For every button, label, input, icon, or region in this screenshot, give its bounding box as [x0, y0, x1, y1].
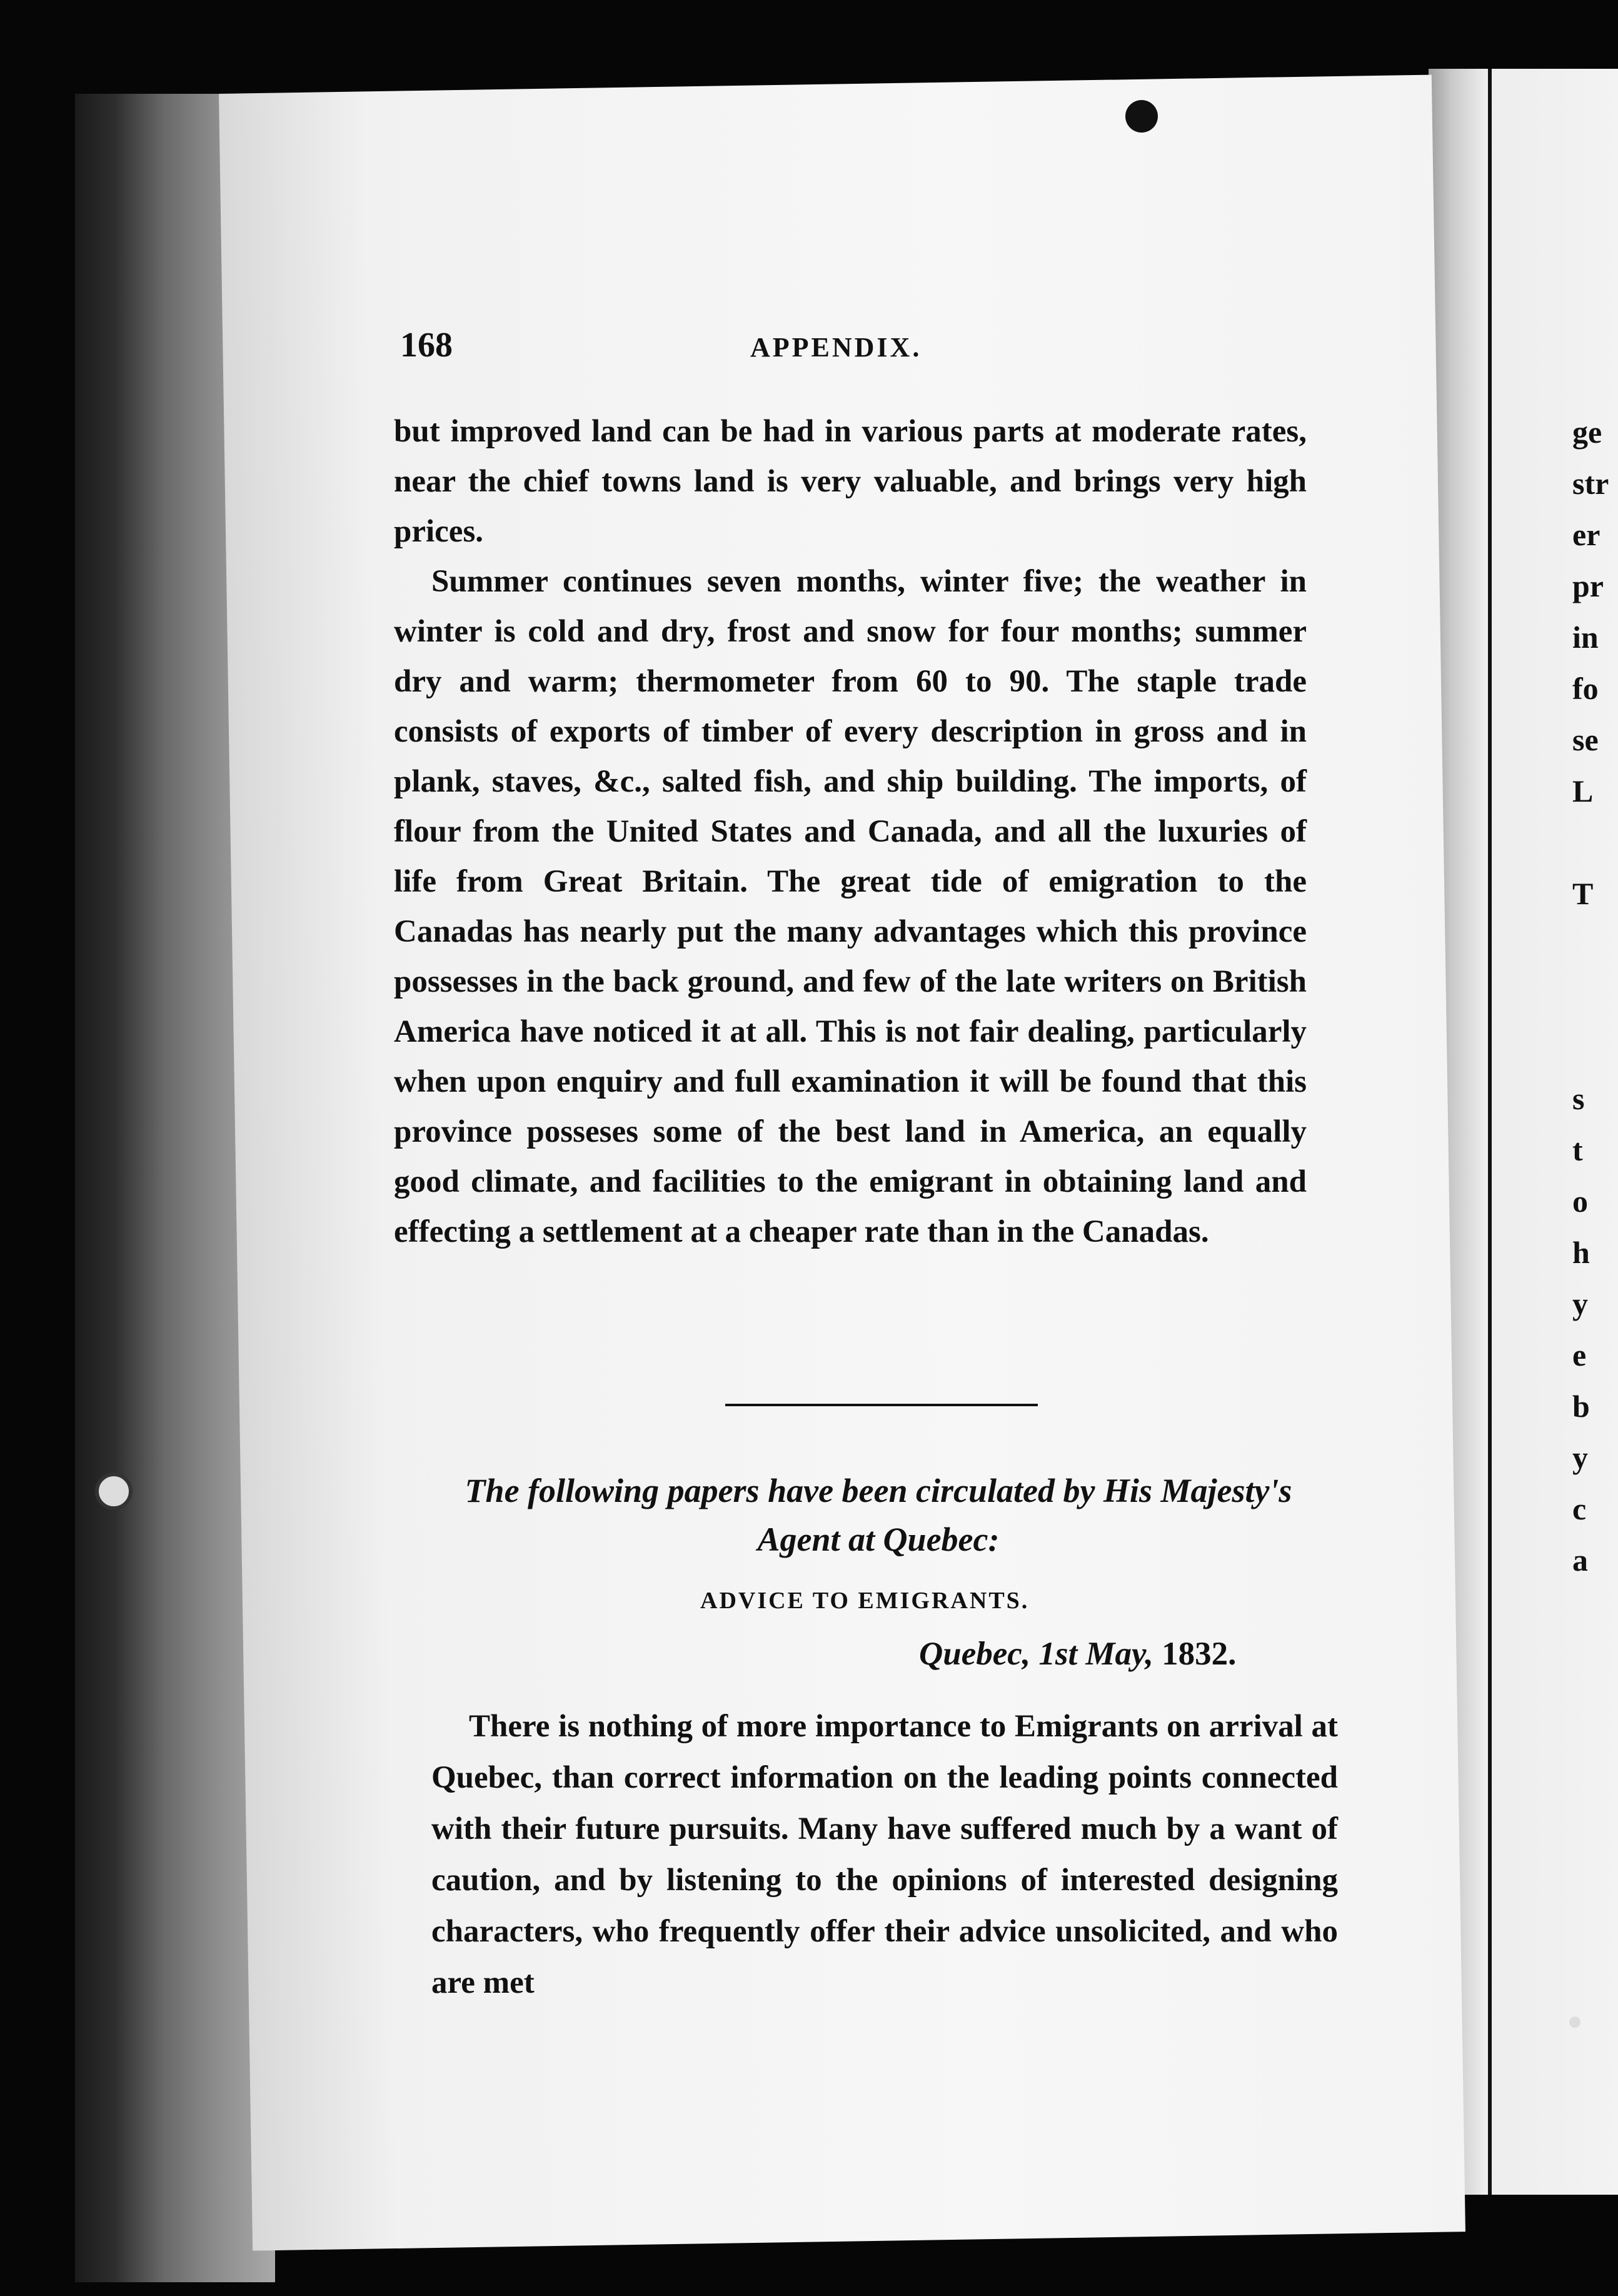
- fragment-line: pr: [1572, 568, 1604, 603]
- fragment-line: e: [1572, 1337, 1587, 1372]
- fragment-line: se: [1572, 722, 1599, 757]
- dateline-place: Quebec,: [919, 1636, 1031, 1672]
- fragment-line: str: [1572, 466, 1609, 501]
- fragment-line: s: [1572, 1081, 1585, 1116]
- fragment-line: a: [1572, 1543, 1588, 1578]
- facing-page-fragments: [1572, 406, 1609, 1586]
- fragment-line: c: [1572, 1491, 1587, 1526]
- page-number: 168: [400, 326, 453, 365]
- dateline: [919, 1635, 1236, 1673]
- page-gutter: [1488, 69, 1492, 2195]
- fragment-line: [1572, 919, 1609, 970]
- fragment-line: er: [1572, 517, 1600, 552]
- fragment-line: [1572, 1022, 1609, 1073]
- fragment-line: y: [1572, 1286, 1588, 1321]
- fragment-line: [1572, 970, 1609, 1022]
- dateline-year: 1832.: [1162, 1636, 1237, 1672]
- page-spot: [1125, 100, 1158, 133]
- fragment-line: y: [1572, 1440, 1588, 1475]
- page-header: [400, 325, 1288, 375]
- fragment-line: b: [1572, 1389, 1590, 1424]
- fragment-line: h: [1572, 1235, 1590, 1270]
- dateline-date: 1st May,: [1038, 1636, 1153, 1672]
- running-head: APPENDIX.: [750, 332, 922, 363]
- advice-text: There is nothing of more importance to Emigrants on arrival at Quebec, than correct information on the leading points connected with their future pursuits. Many have suffered much by a want of caution, and by listening to the opinions of interested designing characters, who frequently offer their advice unsolicited, and who are met: [431, 1709, 1338, 2000]
- papers-heading: The following papers have been circulated by His Majesty's Agent at Quebec:: [465, 1472, 1292, 1558]
- fragment-line: t: [1572, 1132, 1583, 1167]
- fragment-line: L: [1572, 773, 1594, 808]
- fragment-line: o: [1572, 1184, 1588, 1219]
- fragment-line: [1572, 817, 1609, 868]
- margin-spot: [95, 1473, 133, 1510]
- paragraph-2: Summer continues seven months, winter five; the weather in winter is cold and dry, frost and snow for four months; summer dry and warm; thermometer from 60 to 90. The staple trade consists of exports of timber of every description in gross and in plank, staves, &c., salted fish, and ship building. The imports, of flour from the United States and Canada, and all the luxuries of life from Great Britain. The great tide of emigration to the Canadas has nearly put the many advantages which this province possesses in the back ground, and few of the late writers on British America have noticed it at all. This is not fair dealing, particularly when upon enquiry and full examination it will be found that this province posseses some of the best land in America, an equally good climate, and facilities to the emigrant in obtaining land and effecting a settlement at a cheaper rate than in the Canadas.: [394, 564, 1307, 1249]
- fragment-line: fo: [1572, 671, 1599, 706]
- fragment-line: ge: [1572, 415, 1602, 450]
- main-text: [394, 406, 1307, 1257]
- paragraph-1: but improved land can be had in various parts at moderate rates, near the chief towns land is very valuable, and brings very high prices.: [394, 414, 1307, 549]
- advice-heading: ADVICE TO EMIGRANTS.: [700, 1588, 1030, 1614]
- section-rule: [725, 1404, 1038, 1406]
- edge-spot: [1569, 2017, 1580, 2028]
- fragment-line: T: [1572, 876, 1594, 911]
- fragment-line: in: [1572, 620, 1599, 655]
